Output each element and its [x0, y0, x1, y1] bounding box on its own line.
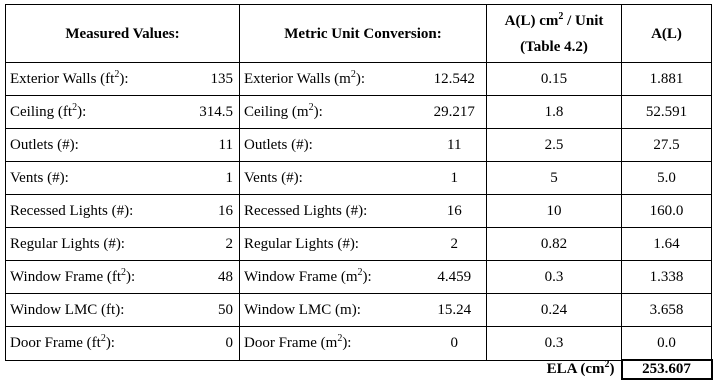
measured-label [6, 195, 190, 228]
metric-label-text: Vents (#): [244, 169, 303, 186]
metric-label-text: Ceiling (m [244, 103, 309, 120]
metric-label-suffix: ): [313, 103, 323, 120]
metric-value: 29.217 [423, 96, 487, 129]
header-row [6, 5, 712, 63]
measured-label [6, 63, 190, 96]
metric-label [240, 96, 423, 129]
measured-label-text: Window LMC (ft): [10, 301, 125, 318]
header-per-unit-source: (Table 4.2) [520, 38, 588, 55]
total-value: 253.607 [622, 360, 712, 379]
measured-value: 1 [190, 162, 240, 195]
measured-label-text: Ceiling (ft [10, 103, 73, 120]
measured-label-suffix: ): [105, 334, 115, 351]
per-unit-value: 0.82 [487, 228, 622, 261]
measured-label-sup: 2 [114, 68, 120, 80]
metric-label-suffix: ): [355, 70, 365, 87]
total-row [6, 360, 712, 379]
measured-label [6, 261, 190, 294]
al-value: 1.881 [622, 63, 712, 96]
al-value: 27.5 [622, 129, 712, 162]
metric-value: 4.459 [423, 261, 487, 294]
per-unit-value: 0.15 [487, 63, 622, 96]
per-unit-value: 10 [487, 195, 622, 228]
measured-label-text: Outlets (#): [10, 136, 79, 153]
metric-value: 1 [423, 162, 487, 195]
metric-label [240, 129, 423, 162]
per-unit-value: 1.8 [487, 96, 622, 129]
measured-label-suffix: ): [119, 70, 129, 87]
measured-value: 2 [190, 228, 240, 261]
metric-value: 15.24 [423, 294, 487, 327]
al-value: 1.338 [622, 261, 712, 294]
table-row [6, 96, 712, 129]
metric-label-sup: 2 [337, 332, 343, 344]
measured-value: 50 [190, 294, 240, 327]
measured-value: 135 [190, 63, 240, 96]
metric-label-text: Exterior Walls (m [244, 70, 351, 87]
metric-label-text: Regular Lights (#): [244, 235, 359, 252]
measured-label [6, 162, 190, 195]
table-row [6, 162, 712, 195]
measured-value: 48 [190, 261, 240, 294]
measured-label-text: Recessed Lights (#): [10, 202, 134, 219]
measured-label-sup: 2 [100, 332, 106, 344]
measured-value: 0 [190, 327, 240, 361]
header-per-unit-sup: 2 [558, 10, 564, 22]
measured-label [6, 96, 190, 129]
al-value: 3.658 [622, 294, 712, 327]
table-row [6, 261, 712, 294]
measured-value: 314.5 [190, 96, 240, 129]
metric-label-text: Window Frame (m [244, 268, 358, 285]
total-spacer [6, 360, 487, 379]
table-row [6, 195, 712, 228]
al-value: 1.64 [622, 228, 712, 261]
metric-label-text: Door Frame (m [244, 334, 338, 351]
measured-value: 11 [190, 129, 240, 162]
table-row [6, 129, 712, 162]
measured-label [6, 327, 190, 361]
measured-label [6, 228, 190, 261]
al-value: 0.0 [622, 327, 712, 361]
metric-label [240, 162, 423, 195]
metric-label-sup: 2 [350, 68, 356, 80]
table-row [6, 63, 712, 96]
measured-label-text: Exterior Walls (ft [10, 70, 115, 87]
measured-label-sup: 2 [72, 101, 78, 113]
metric-label-suffix: ): [342, 334, 352, 351]
header-measured-values: Measured Values: [6, 5, 240, 63]
metric-label [240, 228, 423, 261]
header-al: A(L) [622, 5, 712, 63]
total-label-sup: 2 [604, 360, 610, 371]
metric-value: 0 [423, 327, 487, 361]
measured-label-text: Regular Lights (#): [10, 235, 125, 252]
header-per-unit-post: / Unit [563, 12, 604, 29]
al-value: 52.591 [622, 96, 712, 129]
metric-label-sup: 2 [308, 101, 314, 113]
total-label-pre: ELA (cm [546, 361, 605, 378]
measured-label-suffix: ): [77, 103, 87, 120]
metric-label [240, 261, 423, 294]
measured-label-suffix: ): [126, 268, 136, 285]
metric-label-text: Window LMC (m): [244, 301, 361, 318]
header-per-unit-pre: A(L) cm [504, 12, 559, 29]
header-metric-conversion: Metric Unit Conversion: [240, 5, 487, 63]
table-row [6, 228, 712, 261]
metric-label-suffix: ): [362, 268, 372, 285]
measured-label-text: Window Frame (ft [10, 268, 122, 285]
measured-label [6, 129, 190, 162]
table-row [6, 294, 712, 327]
metric-label-text: Recessed Lights (#): [244, 202, 368, 219]
measured-label [6, 294, 190, 327]
table-body [6, 63, 712, 361]
metric-value: 12.542 [423, 63, 487, 96]
per-unit-value: 0.24 [487, 294, 622, 327]
al-value: 5.0 [622, 162, 712, 195]
metric-label [240, 294, 423, 327]
metric-label-sup: 2 [357, 266, 363, 278]
ela-table [5, 4, 713, 380]
total-label [487, 360, 622, 379]
per-unit-value: 5 [487, 162, 622, 195]
metric-value: 11 [423, 129, 487, 162]
metric-label-text: Outlets (#): [244, 136, 313, 153]
measured-label-sup: 2 [121, 266, 127, 278]
header-per-unit [487, 5, 622, 63]
metric-label [240, 327, 423, 361]
al-value: 160.0 [622, 195, 712, 228]
measured-label-text: Vents (#): [10, 169, 69, 186]
metric-label [240, 195, 423, 228]
measured-label-text: Door Frame (ft [10, 334, 101, 351]
metric-label [240, 63, 423, 96]
per-unit-value: 0.3 [487, 327, 622, 361]
metric-value: 16 [423, 195, 487, 228]
per-unit-value: 0.3 [487, 261, 622, 294]
measured-value: 16 [190, 195, 240, 228]
per-unit-value: 2.5 [487, 129, 622, 162]
total-label-post: ) [609, 361, 615, 378]
metric-value: 2 [423, 228, 487, 261]
table-row [6, 327, 712, 361]
